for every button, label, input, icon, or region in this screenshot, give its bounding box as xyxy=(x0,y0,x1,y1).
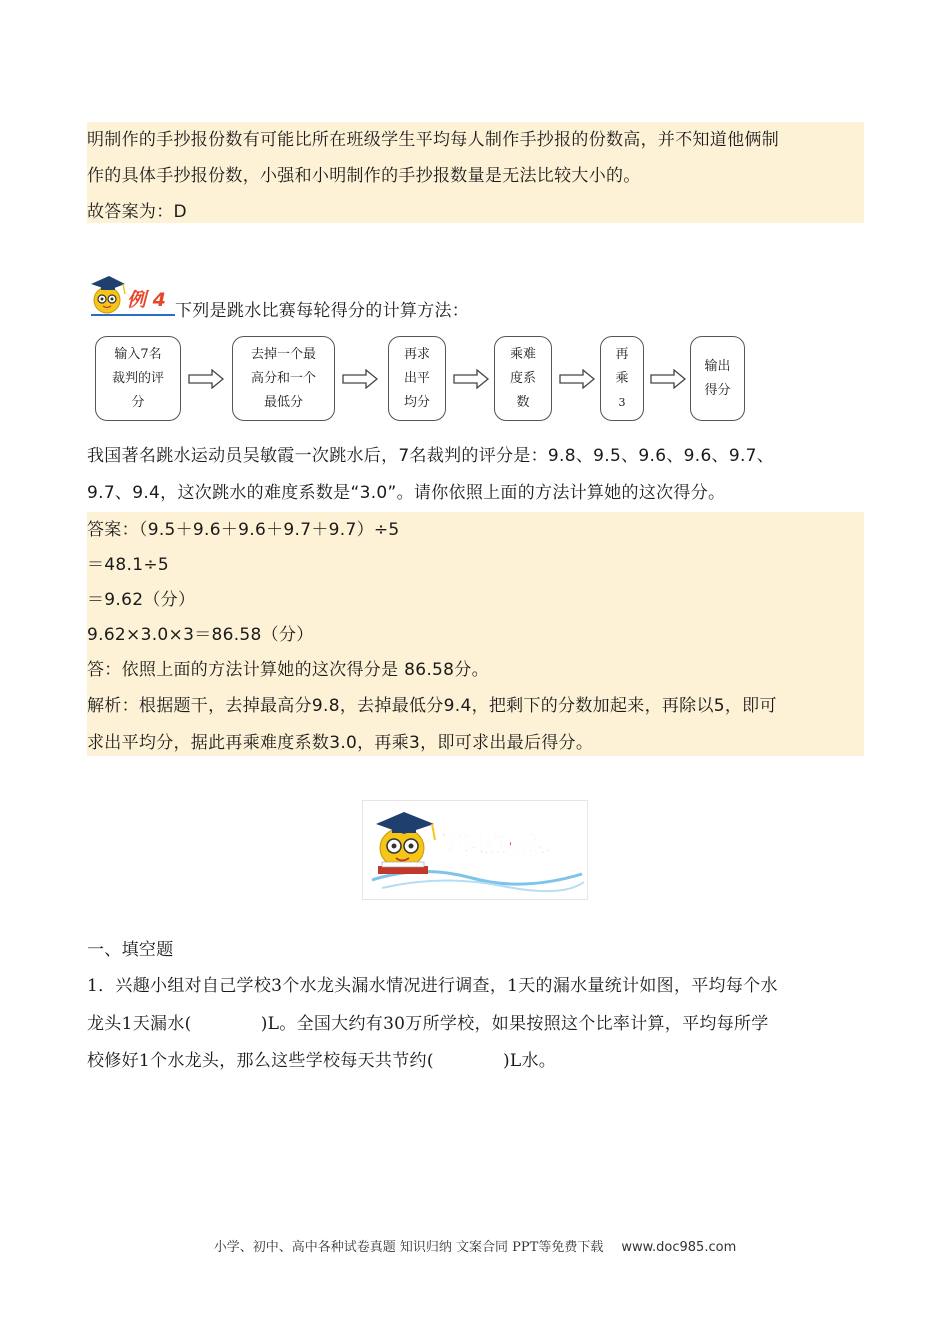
question-1-line-1: 1．兴趣小组对自己学校3个水龙头漏水情况进行调查，1天的漏水量统计如图，平均每个水 xyxy=(87,976,778,996)
section-heading: 一、填空题 xyxy=(87,940,174,960)
example-header xyxy=(87,270,507,320)
problem-line-1: 我国著名跳水运动员吴敏霞一次跳水后，7名裁判的评分是：9.8、9.5、9.6、9.6、9.7、 xyxy=(87,446,775,466)
flow-step-2: 去掉一个最 高分和一个 最低分 xyxy=(232,336,335,421)
flow-step-3: 再求 出平 均分 xyxy=(388,336,446,421)
answer-line-1: 答案：（9.5＋9.6＋9.6＋9.7＋9.7）÷5 xyxy=(87,520,400,540)
previous-answer-line-1: 明制作的手抄报份数有可能比所在班级学生平均每人制作手抄报的份数高，并不知道他俩制 xyxy=(87,130,779,150)
previous-answer-line-2: 作的具体手抄报份数，小强和小明制作的手抄报数量是无法比较大小的。 xyxy=(87,166,641,186)
example-title: 下列是跳水比赛每轮得分的计算方法： xyxy=(175,301,470,321)
flow-step-5: 再 乘 3 xyxy=(600,336,644,421)
analysis-line-2: 求出平均分，据此再乘难度系数3.0，再乘3，即可求出最后得分。 xyxy=(87,733,594,753)
previous-answer-line-3: 故答案为：D xyxy=(87,202,187,222)
footer-url[interactable]: www.doc985.com xyxy=(621,1240,737,1255)
flow-arrow-icon xyxy=(559,369,595,389)
answer-line-5: 答：依照上面的方法计算她的这次得分是 86.58分。 xyxy=(87,660,489,680)
flow-arrow-icon xyxy=(453,369,489,389)
page-footer xyxy=(0,1236,950,1255)
question-1-line-3: 校修好1个水龙头，那么这些学校每天共节约( )L水。 xyxy=(87,1051,557,1071)
analysis-line-1: 解析：根据题干，去掉最高分9.8，去掉最低分9.4，把剩下的分数加起来，再除以5，即可 xyxy=(87,696,777,716)
example-underline xyxy=(91,314,175,316)
question-1-line-2: 龙头1天漏水( )L。全国大约有30万所学校，如果按照这个比率计算，平均每所学 xyxy=(87,1014,769,1034)
flow-arrow-icon xyxy=(650,369,686,389)
knowledge-practice-banner xyxy=(362,800,588,900)
flow-step-1: 输入7名 裁判的评 分 xyxy=(95,336,181,421)
flow-arrow-icon xyxy=(342,369,378,389)
example-badge-icon xyxy=(87,270,175,318)
problem-line-2: 9.7、9.4，这次跳水的难度系数是“3.0”。请你依照上面的方法计算她的这次得分。 xyxy=(87,483,726,503)
footer-text: 小学、初中、高中各种试卷真题 知识归纳 文案合同 PPT等免费下载 xyxy=(213,1240,604,1255)
flow-step-4: 乘难 度系 数 xyxy=(494,336,552,421)
example-badge-label: 例 4 xyxy=(127,289,166,311)
answer-line-2: ＝48.1÷5 xyxy=(87,555,170,575)
answer-line-3: ＝9.62（分） xyxy=(87,590,196,610)
answer-line-4: 9.62×3.0×3＝86.58（分） xyxy=(87,625,314,645)
banner-label: 知识点精练 xyxy=(440,833,551,858)
flow-step-6: 输出 得分 xyxy=(690,336,745,421)
flow-arrow-icon xyxy=(188,369,224,389)
